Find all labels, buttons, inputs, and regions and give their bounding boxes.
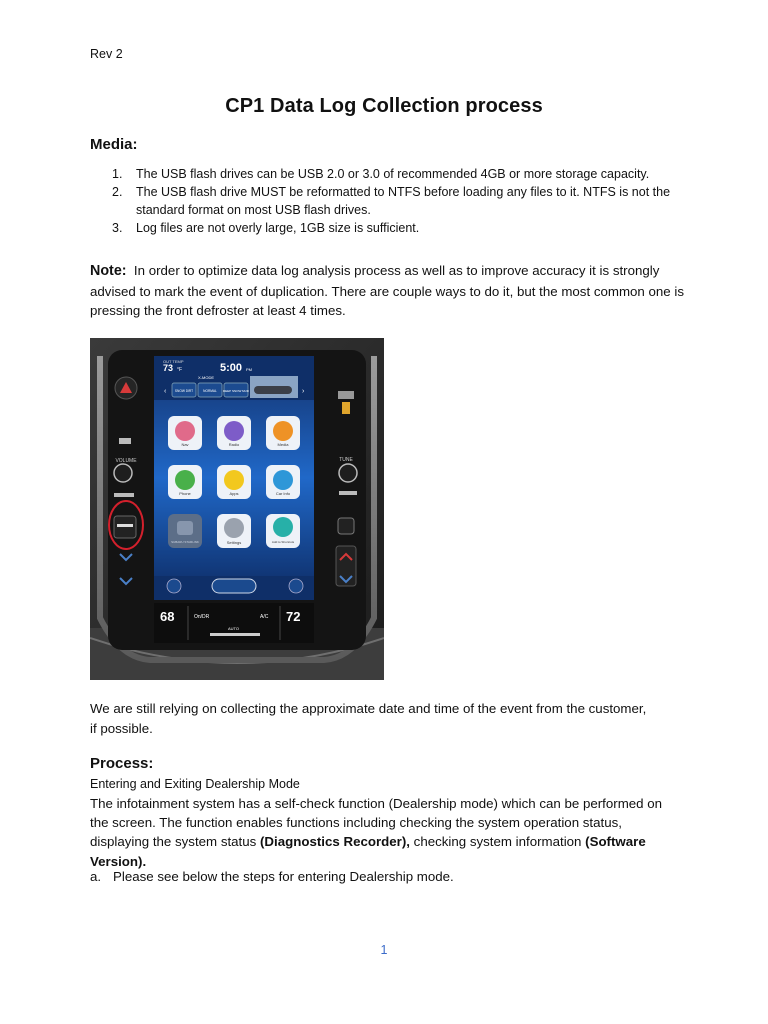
app-phone-label: Phone bbox=[179, 491, 191, 496]
media-heading: Media: bbox=[90, 136, 138, 153]
diagnostics-recorder-bold: (Diagnostics Recorder), bbox=[259, 834, 410, 850]
app-grid bbox=[168, 416, 300, 548]
note-label: Note: bbox=[90, 263, 127, 279]
clock-suffix: PM bbox=[246, 367, 252, 372]
process-heading: Process: bbox=[90, 755, 154, 772]
tune-label: TUNE bbox=[339, 457, 353, 463]
outside-temp-unit: °F bbox=[177, 367, 183, 373]
list-item bbox=[90, 220, 690, 238]
clock: 5:00 bbox=[220, 362, 243, 374]
mode-deep-snow: DEEP SNOW MUD bbox=[223, 389, 249, 393]
app-shortcuts-label: Add to Shortcuts bbox=[271, 540, 295, 544]
app-starlink-label: SUBARU STARLINK bbox=[171, 540, 199, 544]
media-list bbox=[90, 166, 690, 238]
infotainment-photo bbox=[90, 338, 384, 680]
right-temp: 72 bbox=[286, 609, 301, 624]
ondr-label: On/DR bbox=[194, 614, 210, 620]
outside-temp-label: OUT TEMP bbox=[163, 359, 184, 364]
process-subheading: Entering and Exiting Dealership Mode bbox=[90, 777, 300, 791]
list-number: 2. bbox=[112, 185, 123, 199]
list-text: Log files are not overly large, 1GB size is sufficient. bbox=[136, 220, 420, 235]
left-temp: 68 bbox=[160, 609, 175, 624]
mode-normal: NORMAL bbox=[203, 389, 217, 393]
volume-label: VOLUME bbox=[115, 458, 137, 464]
step-a bbox=[90, 869, 454, 884]
page-title: CP1 Data Log Collection process bbox=[225, 95, 543, 117]
revision-label: Rev 2 bbox=[90, 47, 123, 61]
svg-text:›: › bbox=[302, 388, 305, 395]
note-paragraph bbox=[90, 261, 690, 321]
svg-text:‹: ‹ bbox=[164, 388, 167, 395]
note-text: In order to optimize data log analysis process as well as to improve accuracy it is strongly advised to mark the event of duplication. There are couple ways to do it, but the most common one is pressing the front defroster at least 4 times. bbox=[90, 263, 685, 319]
app-carinfo-label: Car Info bbox=[275, 491, 291, 496]
page-number: 1 bbox=[380, 943, 388, 957]
list-text: The USB flash drive MUST be reformatted to NTFS before loading any files to it. NTFS is not the standard format on most USB flash drives. bbox=[136, 185, 671, 217]
process-text-a: The infotainment system has a self-check function (Dealership mode) which can be performed on the screen. The function enables functions including checking the system operation status, displaying the system status bbox=[90, 796, 663, 850]
process-text-b: checking system information bbox=[409, 834, 586, 850]
app-radio-label: Radio bbox=[228, 442, 240, 447]
auto-label: AUTO bbox=[228, 626, 240, 631]
list-number: 1. bbox=[112, 167, 123, 181]
app-nav-label: Nav bbox=[181, 442, 189, 447]
software-version-bold: (Software Version). bbox=[90, 834, 646, 869]
step-text: Please see below the steps for entering Dealership mode. bbox=[113, 869, 454, 884]
outside-temp: 73 bbox=[163, 363, 174, 373]
xmode-label: X-MODE bbox=[198, 375, 214, 380]
app-settings-label: Settings bbox=[226, 540, 242, 545]
collection-note-paragraph: We are still relying on collecting the approximate date and time of the event from the customer, if possible. bbox=[90, 701, 647, 736]
app-apps-label: Apps bbox=[229, 491, 239, 496]
app-media-label: Media bbox=[277, 442, 289, 447]
list-text: The USB flash drives can be USB 2.0 or 3.0 of recommended 4GB or more storage capacity. bbox=[136, 167, 650, 181]
step-letter: a. bbox=[90, 869, 102, 884]
ac-label: A/C bbox=[260, 614, 269, 620]
mode-snow-dirt: SNOW DIRT bbox=[174, 389, 194, 393]
process-paragraph bbox=[90, 794, 680, 871]
list-item bbox=[90, 166, 690, 184]
infotainment-illustration bbox=[90, 338, 384, 680]
list-item bbox=[90, 184, 690, 219]
list-number: 3. bbox=[112, 220, 123, 235]
